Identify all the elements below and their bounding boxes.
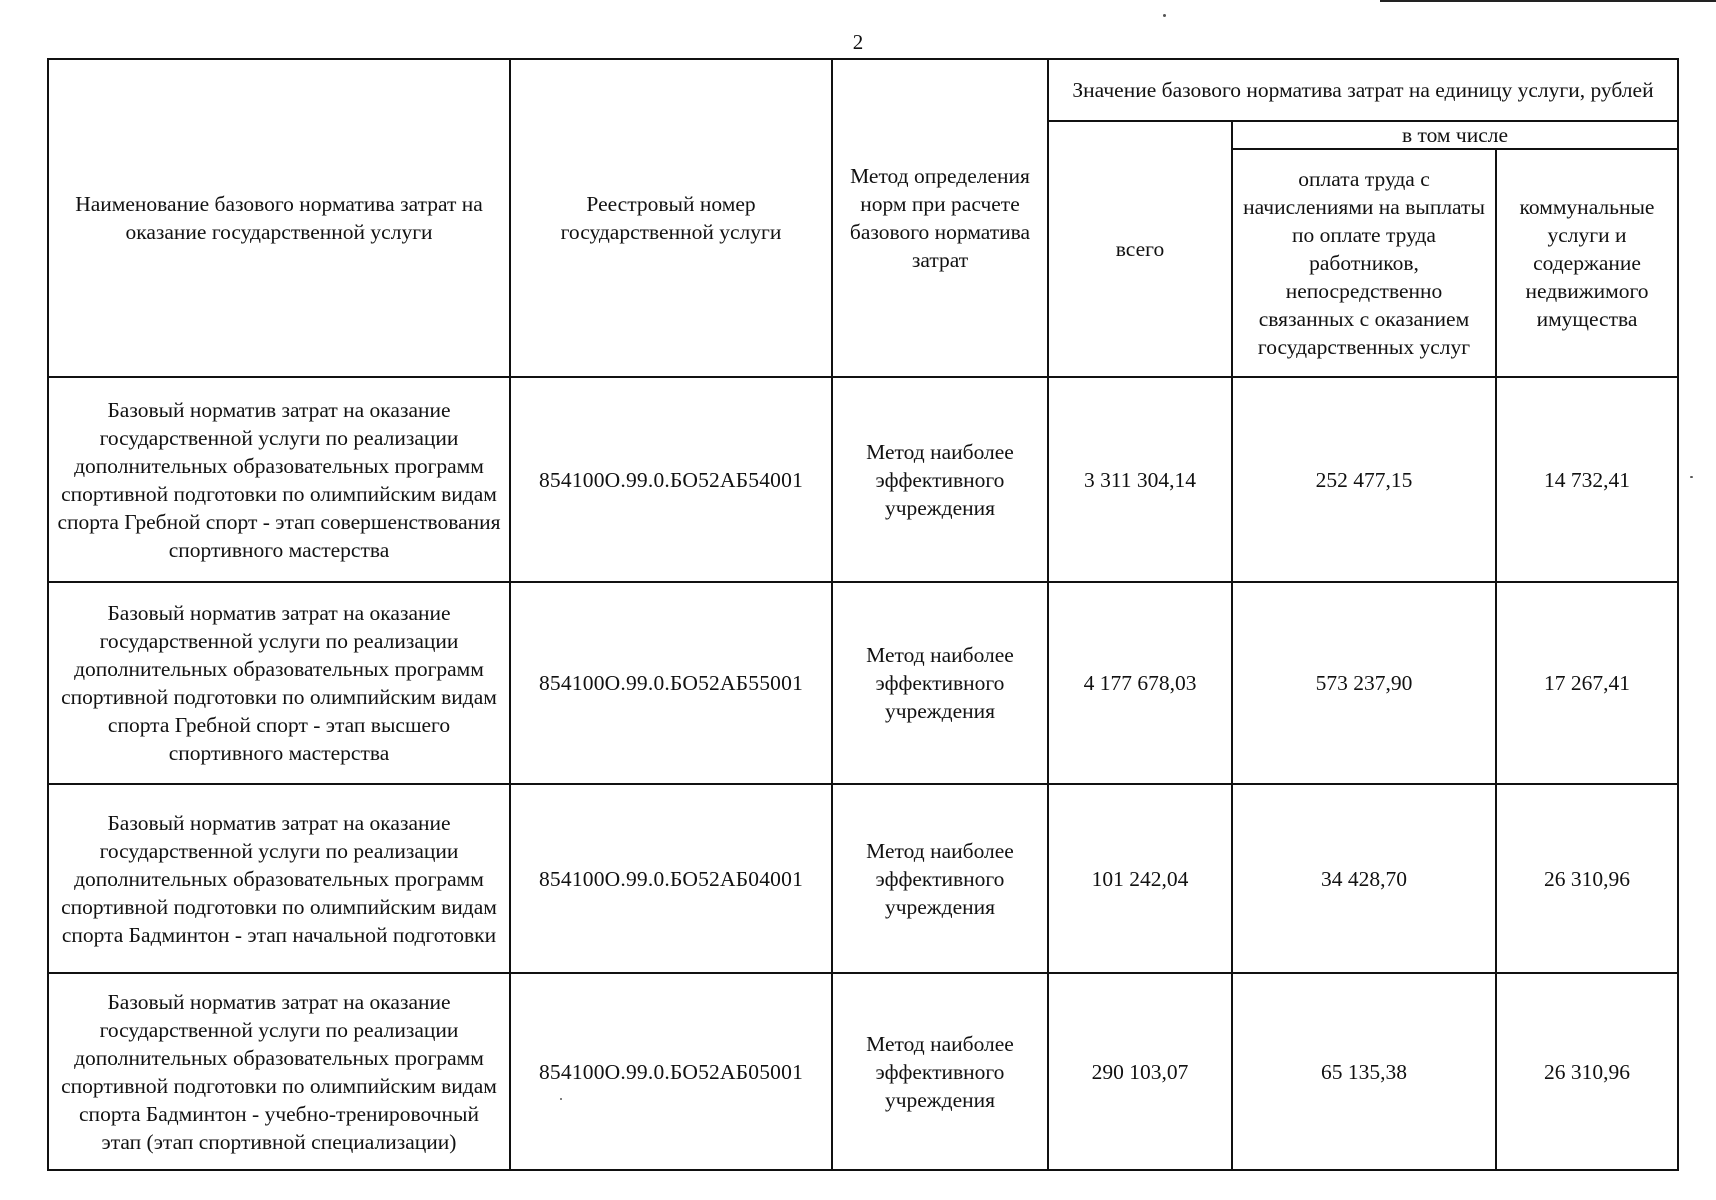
- cell-name: Базовый норматив затрат на оказание государственной услуги по реализации дополнительных образовательных программ спортивной подготовки по олимпийским видам спорта Гребной спорт - этап высшего спортивного мастерства: [48, 582, 510, 784]
- cell-utilities: 14 732,41: [1496, 377, 1678, 582]
- header-method: Метод определения норм при расчете базового норматива затрат: [832, 59, 1048, 377]
- cell-name: Базовый норматив затрат на оказание государственной услуги по реализации дополнительных образовательных программ спортивной подготовки по олимпийским видам спорта Бадминтон - учебно-тренировочный этап (этап спортивной специализации): [48, 973, 510, 1170]
- scan-speck: [1163, 14, 1166, 17]
- cell-name: Базовый норматив затрат на оказание государственной услуги по реализации дополнительных образовательных программ спортивной подготовки по олимпийским видам спорта Гребной спорт - этап совершенствования спортивного мастерства: [48, 377, 510, 582]
- page-number: 2: [852, 30, 864, 54]
- table-row: [48, 582, 1678, 784]
- header-value-group: Значение базового норматива затрат на единицу услуги, рублей: [1048, 59, 1678, 121]
- cell-total: 290 103,07: [1048, 973, 1232, 1170]
- header-total: всего: [1048, 121, 1232, 377]
- cell-registry: 854100О.99.0.БО52АБ05001: [510, 973, 832, 1170]
- cell-total: 4 177 678,03: [1048, 582, 1232, 784]
- cell-labor: 252 477,15: [1232, 377, 1496, 582]
- cell-registry: 854100О.99.0.БО52АБ55001: [510, 582, 832, 784]
- cell-labor: 65 135,38: [1232, 973, 1496, 1170]
- header-row: [48, 59, 1678, 121]
- cost-norms-table: [47, 58, 1679, 1171]
- cell-registry: 854100О.99.0.БО52АБ04001: [510, 784, 832, 973]
- scan-edge-line: [1380, 0, 1716, 2]
- header-name: Наименование базового норматива затрат на оказание государственной услуги: [48, 59, 510, 377]
- cell-total: 3 311 304,14: [1048, 377, 1232, 582]
- header-registry: Реестровый номер государственной услуги: [510, 59, 832, 377]
- header-labor: оплата труда с начислениями на выплаты по оплате труда работников, непосредственно связанных с оказанием государственных услуг: [1232, 149, 1496, 377]
- cell-registry: 854100О.99.0.БО52АБ54001: [510, 377, 832, 582]
- table-row: [48, 973, 1678, 1170]
- cell-utilities: 17 267,41: [1496, 582, 1678, 784]
- header-utilities: коммунальные услуги и содержание недвижимого имущества: [1496, 149, 1678, 377]
- cell-method: Метод наиболее эффективного учреждения: [832, 377, 1048, 582]
- cell-utilities: 26 310,96: [1496, 784, 1678, 973]
- cell-name: Базовый норматив затрат на оказание государственной услуги по реализации дополнительных образовательных программ спортивной подготовки по олимпийским видам спорта Бадминтон - этап начальной подготовки: [48, 784, 510, 973]
- cell-method: Метод наиболее эффективного учреждения: [832, 784, 1048, 973]
- cell-labor: 34 428,70: [1232, 784, 1496, 973]
- cell-utilities: 26 310,96: [1496, 973, 1678, 1170]
- cell-labor: 573 237,90: [1232, 582, 1496, 784]
- cell-method: Метод наиболее эффективного учреждения: [832, 582, 1048, 784]
- scan-speck: [1690, 476, 1693, 478]
- table-row: [48, 784, 1678, 973]
- table-row: [48, 377, 1678, 582]
- cell-total: 101 242,04: [1048, 784, 1232, 973]
- header-including: в том числе: [1232, 121, 1678, 149]
- cell-method: Метод наиболее эффективного учреждения: [832, 973, 1048, 1170]
